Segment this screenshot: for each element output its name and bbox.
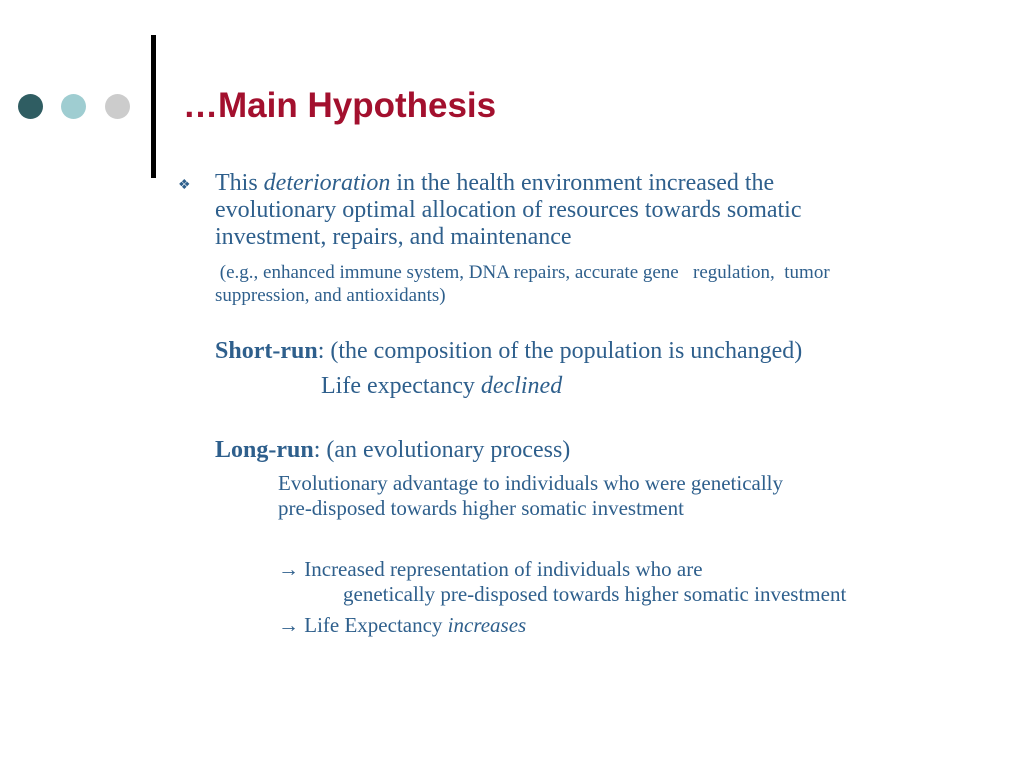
long-run-life-expectancy — [278, 613, 526, 638]
examples-line-2: suppression, and antioxidants) — [215, 285, 446, 306]
examples-line-1: (e.g., enhanced immune system, DNA repairs, accurate gene regulation, tumor — [215, 262, 830, 283]
short-run-text: : (the composition of the population is unchanged) — [317, 338, 803, 364]
decorative-dot-gray — [105, 94, 130, 119]
examples-paragraph — [215, 261, 975, 307]
hypothesis-paragraph — [215, 170, 975, 251]
hypothesis-emphasis: deterioration — [263, 170, 391, 196]
short-run-life-emphasis: declined — [480, 373, 563, 399]
hypothesis-line-3: investment, repairs, and maintenance — [215, 224, 572, 250]
hypothesis-post: in the health environment increased the — [390, 170, 775, 196]
advantage-line-2: pre-disposed towards higher somatic investment — [278, 496, 684, 520]
short-run-life-pre: Life expectancy — [321, 373, 481, 399]
long-run-label: Long-run — [215, 437, 314, 463]
bullet-diamond-icon: ❖ — [178, 178, 191, 193]
increased-line-2: genetically pre-disposed towards higher somatic investment — [343, 582, 847, 606]
slide-title: …Main Hypothesis — [183, 86, 497, 125]
short-run-heading — [215, 338, 802, 365]
decorative-dot-dark — [18, 94, 43, 119]
long-run-heading — [215, 437, 570, 464]
increased-representation — [278, 557, 703, 582]
long-run-life-emphasis: increases — [447, 613, 527, 637]
decorative-dot-light — [61, 94, 86, 119]
hypothesis-line-1 — [215, 170, 975, 197]
hypothesis-line-2: evolutionary optimal allocation of resources towards somatic — [215, 197, 802, 223]
short-run-life-expectancy — [321, 373, 562, 400]
title-divider — [151, 35, 156, 178]
increased-line-1: Increased representation of individuals who are — [299, 557, 703, 581]
arrow-right-icon: → — [278, 613, 299, 637]
evolutionary-advantage — [278, 471, 783, 521]
short-run-label: Short-run — [215, 338, 318, 364]
hypothesis-pre: This — [215, 170, 264, 196]
advantage-line-1: Evolutionary advantage to individuals who were genetically — [278, 471, 784, 495]
arrow-right-icon: → — [278, 557, 299, 581]
long-run-life-pre: Life Expectancy — [299, 613, 448, 637]
long-run-text: : (an evolutionary process) — [313, 437, 571, 463]
